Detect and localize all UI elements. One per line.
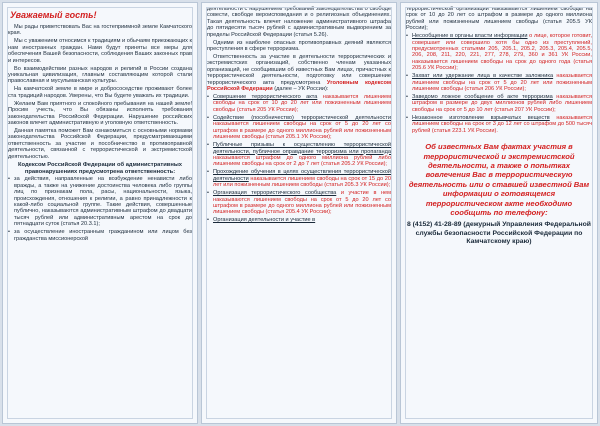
criminal-code-list (207, 94, 391, 224)
continuation-paragraph: террористической организации наказывается лишением свободы на срок от 10 до 20 лет со штрафом в размере до одного миллиона рублей или пожизненным лишением свободы (статья 205.5 УК России); (406, 6, 592, 32)
list-item (406, 73, 592, 92)
list-item (207, 115, 391, 141)
bullet-icon: • (406, 114, 408, 121)
bullet-icon: • (406, 33, 408, 40)
intro-paragraphs (8, 24, 192, 160)
bullet-icon: • (207, 114, 209, 121)
item-lead: Организация террористического сообщества (213, 190, 337, 197)
item-penalty: наказывается лишением свободы на срок от 5 до 20 лет или пожизненным лишением свободы (статья 206 УК России); (412, 73, 592, 93)
koap-heading: Кодексом Российской Федерации об административных правонарушениях предусмотрена ответственность: (17, 162, 182, 175)
panel-middle (201, 2, 397, 424)
list-item (207, 142, 391, 168)
bullet-icon: • (207, 142, 209, 149)
item-lead: Незаконное изготовление взрывчатых веществ (412, 114, 550, 121)
item-penalty: о лице, которое готовит, совершает или совершило хотя бы одно из преступлений, предусмотренных статьями 205, 205.1, 205.2, 205.3, 205.4, 205.5, 206, 208, 211, 220, 221, 277, 278, 279, 360 и 361 УК России, наказывается лишением свободы на срок до одного года (статья 205.6 УК России); (412, 33, 592, 72)
item-lead: Прохождение обучения в целях осуществления террористической деятельности (213, 169, 391, 182)
criminal-code-list-continued (406, 33, 592, 134)
hotline-phone: 8 (4152) 41-28-89 (дежурный Управления Федеральной службы безопасности Российской Федерации по Камчатскому краю) (407, 221, 591, 246)
panel-left (2, 2, 198, 424)
list-item (406, 33, 592, 71)
paragraph: На камчатской земле в мире и добрососедстве проживают более ста традиций народов. Уверены, что Вы будете уважать их традиции. (8, 86, 192, 99)
list-item (406, 115, 592, 134)
list-item (406, 94, 592, 113)
item-lead: Организация деятельности и участие в (213, 217, 316, 224)
paragraph: Желаем Вам приятного и спокойного пребывания на нашей земле! Просим учесть, что Вы обязаны исполнять требования законодательства Российской Федерации. Нарушение российских законов влечет административную и уголовную ответственность. (8, 100, 192, 127)
item-lead: Содействие (пособничество) террористической деятельности (213, 114, 391, 121)
item-penalty: наказывается лишением свободы на срок от 10 до 20 лет или пожизненным лишением свободы (статья 205 УК России); (213, 94, 391, 113)
item-penalty: наказывается лишением свободы на срок от 3 до 12 лет со штрафом до 500 тысяч рублей (статья 223.1 УК России). (412, 114, 592, 134)
bullet-icon: • (406, 73, 408, 80)
item-lead: Заведомо ложное сообщение об акте терроризма (412, 94, 553, 101)
crime-paragraph: Одними из наиболее опасных противоправных деяний являются преступления в сфере терроризма. (207, 39, 391, 53)
item-penalty: наказывается штрафом в размере до двух миллионов рублей либо лишением свободы на срок от 5 до 10 лет (статья 207 УК России); (412, 94, 592, 113)
list-item (207, 190, 391, 216)
paragraph: Мы рады приветствовать Вас на гостеприимной земле Камчатского края. (8, 24, 192, 37)
paragraph: Мы с уважением относимся к традициям и обычаям приезжающих к нам иностранных граждан. Нами будут приняты все меры для обеспечения Вашей безопасности, соблюдения Ваших законных прав и интересов. (8, 38, 192, 64)
intro-paragraph: деятельности с нарушением требований законодательства о свободе совести, свободе вероисповедания и о религиозных объединениях. Такая деятельность влечет наложение административного штрафа до пятидесяти тысяч рублей с административным выдворением за пределы Российской Федерации (статья 5.26). (207, 6, 391, 38)
list-item (207, 217, 391, 223)
paragraph: Данная памятка поможет Вам ознакомиться с основными нормами законодательства Российской Федерации, предусматривающими ответственность за участие и пособничество в противоправной деятельности, связанной с террористической и экстремистской деятельностью. (8, 128, 192, 160)
item-lead: Совершение террористического акта (213, 94, 318, 101)
item-lead: Захват или удержание лица в качестве заложника (412, 73, 554, 80)
list-item: • за осуществление иностранным гражданином или лицом без гражданства миссионерской (8, 229, 192, 242)
list-item (207, 94, 391, 113)
paragraph: Во взаимодействии разных народов и религий в России создана уникальная цивилизация, главным составляющим которой стали православная и мусульманская культуры. (8, 65, 192, 85)
item-penalty: наказывается лишением свободы на срок от 5 до 20 лет со штрафом в размере до одного миллиона рублей или пожизненным лишением свободы (статья 205.1 УК России); (213, 121, 391, 141)
item-penalty: наказывается лишением свободы на срок от 15 до 20 лет или пожизненным лишением свободы (статья 205.3 УК России); (213, 175, 391, 189)
bullet-icon: • (207, 217, 209, 224)
bullet-icon: • (207, 169, 209, 176)
list-item (207, 169, 391, 188)
bullet-icon: • (406, 94, 408, 101)
list-item: • за действия, направленные на возбуждение ненависти либо вражды, а также на унижение достоинства человека либо группы лиц по признакам пола, расы, национальности, языка, происхождения, отношения к религии, а равно принадлежности к какой-либо социальной группе. Такие действия, совершенные публично, наказываются административным штрафом до двадцати тысяч рублей или административным арестом на срок до пятнадцати суток (статья 20.3.1); (8, 176, 192, 228)
item-lead: Публичные призывы к осуществлению террористической деятельности, публичное оправдание терроризма или пропаганда (213, 142, 391, 155)
item-penalty: и участие в нем наказываются лишением свободы на срок от 5 до 20 лет со штрафом в размере до одного миллиона рублей или пожизненным лишением свободы (статья 205.4 УК России); (213, 190, 392, 216)
bullet-icon: • (8, 176, 10, 183)
bullet-icon: • (207, 94, 209, 101)
panel-right (400, 2, 598, 424)
criminal-code-paragraph: Ответственность за участие в деятельности террористических и экстремистских организаций, собственно членам указанных организаций, не сообщившим об известных Вам лицах, причастных к террористической деятельности, подготовку или совершение террористического акта предусмотрена Уголовным кодексом Российской Федерации (далее – УК России): (207, 54, 391, 93)
bullet-icon: • (207, 190, 209, 197)
item-penalty: наказываются штрафом до одного миллиона рублей либо лишением свободы на срок от 2 до 7 лет (статья 205.2 УК России); (213, 154, 391, 168)
koap-list (8, 176, 192, 242)
greeting-title: Уважаемый гость! (10, 10, 97, 20)
bullet-icon: • (8, 229, 10, 236)
appeal-text: Об известных Вам фактах участия в террористической и экстремистской деятельности, а также о попытках вовлечения Вас в террористическую деятельность или о ставшей известной Вам информации о готовящемся террористическом акте необходимо сообщить по телефону: (408, 142, 590, 217)
item-lead: Несообщение в органы власти информации (412, 33, 528, 40)
